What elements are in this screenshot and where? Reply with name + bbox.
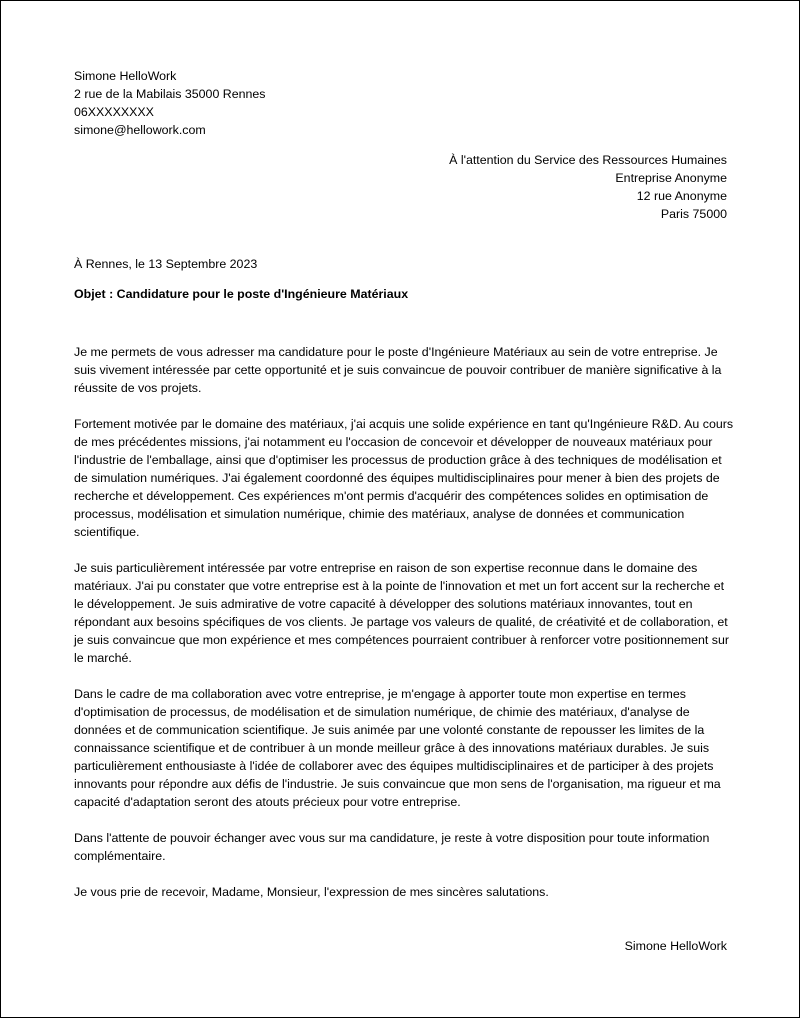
recipient-street: 12 rue Anonyme [636, 189, 727, 203]
sender-block [74, 67, 266, 139]
sender-name: Simone HelloWork [74, 69, 177, 83]
body-paragraph: Je me permets de vous adresser ma candidature pour le poste d'Ingénieure Matériaux au sein de votre entreprise. Je suis vivement intéressée par cette opportunité et je suis convaincue de pouvoir contribuer de manière significative à la réussite de vos projets. [74, 345, 722, 395]
letter-signature: Simone HelloWork [624, 939, 727, 953]
body-paragraph: Je suis particulièrement intéressée par votre entreprise en raison de son expertise reconnue dans le domaine des matériaux. J'ai pu constater que votre entreprise est à la pointe de l'innovation et met un fort accent sur la recherche et le développement. Je suis admirative de votre capacité à développer des solutions matériaux innovantes, tout en répondant aux besoins spécifiques de vos clients. Je partage vos valeurs de qualité, de créativité et de collaboration, et je suis convaincue que mon expérience et mes compétences pourraient contribuer à renforcer votre positionnement sur le marché. [74, 561, 729, 665]
letter-body [74, 343, 734, 919]
body-paragraph: Dans l'attente de pouvoir échanger avec vous sur ma candidature, je reste à votre disposition pour toute information complémentaire. [74, 831, 710, 863]
recipient-city: Paris 75000 [660, 207, 727, 221]
recipient-block [449, 151, 727, 223]
recipient-attention: À l'attention du Service des Ressources Humaines [449, 153, 727, 167]
body-paragraph: Fortement motivée par le domaine des matériaux, j'ai acquis une solide expérience en tant qu'Ingénieure R&D. Au cours de mes précédentes missions, j'ai notamment eu l'occasion de concevoir et développer de nouveaux matériaux pour l'industrie de l'emballage, ainsi que d'optimiser les processus de production grâce à des techniques de modélisation et de simulation numériques. J'ai également coordonné des équipes multidisciplinaires pour mener à bien des projets de recherche et développement. Ces expériences m'ont permis d'acquérir des compétences solides en optimisation de processus, modélisation et simulation numérique, chimie des matériaux, analyse de données et communication scientifique. [74, 417, 734, 539]
body-paragraph: Dans le cadre de ma collaboration avec votre entreprise, je m'engage à apporter toute mon expertise en termes d'optimisation de processus, de modélisation et de simulation numérique, de chimie des matériaux, d'analyse de données et de communication scientifique. Je suis animée par une volonté constante de repousser les limites de la connaissance scientifique et de contribuer à un monde meilleur grâce à des innovations matériaux durables. Je suis particulièrement enthousiaste à l'idée de collaborer avec des équipes multidisciplinaires et de participer à des projets innovants pour répondre aux défis de l'industrie. Je suis convaincue que mon sens de l'organisation, ma rigueur et ma capacité d'adaptation seront des atouts précieux pour votre entreprise. [74, 687, 721, 809]
closing-paragraph: Je vous prie de recevoir, Madame, Monsieur, l'expression de mes sincères salutations. [74, 885, 549, 899]
sender-address: 2 rue de la Mabilais 35000 Rennes [74, 87, 266, 101]
sender-email: simone@hellowork.com [74, 123, 206, 137]
letter-subject: Objet : Candidature pour le poste d'Ingénieure Matériaux [74, 287, 409, 301]
sender-phone: 06XXXXXXXX [74, 105, 154, 119]
recipient-company: Entreprise Anonyme [615, 171, 727, 185]
letter-date: À Rennes, le 13 Septembre 2023 [74, 257, 258, 271]
